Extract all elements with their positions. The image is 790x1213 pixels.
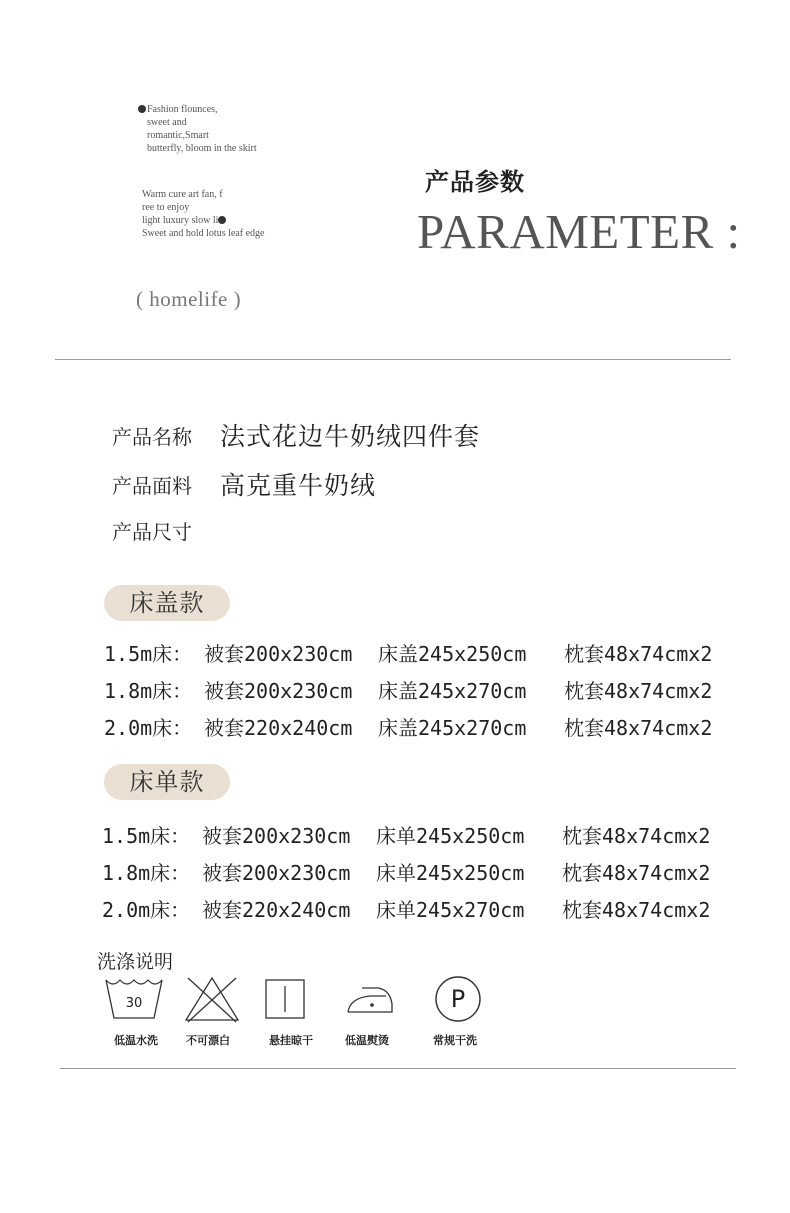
poem-line: light luxury slow li [142,215,219,226]
sheet-size: 床单245x250cm [376,824,525,848]
poem-line: ree to enjoy [142,202,190,213]
size-row [102,822,742,850]
pro-letter: P [450,985,466,1013]
bullet-dot-icon [218,216,226,224]
wash-tub-icon [104,974,164,1024]
wash-label: 悬挂晾干 [269,1034,313,1047]
duvet-size: 被套220x240cm [204,716,353,740]
bed-size: 1.5m床： [102,824,191,848]
poem-line: Fashion flounces, [147,104,218,115]
product-name-value: 法式花边牛奶绒四件套 [220,422,481,451]
sheet-size: 床盖245x270cm [378,679,527,703]
pillow-size: 枕套48x74cmx2 [562,861,711,885]
duvet-size: 被套200x230cm [202,861,351,885]
product-size-label: 产品尺寸 [112,520,192,544]
wash-label: 低温熨烫 [345,1034,389,1047]
poem-line: Sweet and hold lotus leaf edge [142,228,265,239]
intro-poem-1 [138,103,257,155]
intro-poem-2 [142,188,264,240]
duvet-size: 被套220x240cm [202,898,351,922]
pillow-size: 枕套48x74cmx2 [562,898,711,922]
hang-dry-icon [255,974,315,1024]
bedsheet-style-badge: 床单款 [104,764,230,800]
bullet-dot-icon [138,105,146,113]
bedcover-style-badge: 床盖款 [104,585,230,621]
sheet-size: 床单245x250cm [376,861,525,885]
product-fabric-value: 高克重牛奶绒 [220,471,377,500]
divider-bottom [60,1068,736,1069]
size-row [102,859,742,887]
iron-icon [340,974,400,1024]
pillow-size: 枕套48x74cmx2 [562,824,711,848]
size-row [104,677,744,705]
size-row [102,896,742,924]
bed-size: 2.0m床： [102,898,191,922]
product-name-label: 产品名称 [112,425,192,449]
size-row [104,714,744,742]
bed-size: 1.8m床： [102,861,191,885]
duvet-size: 被套200x230cm [202,824,351,848]
poem-line: romantic,Smart [147,130,209,141]
sheet-size: 床盖245x270cm [378,716,527,740]
poem-line: Warm cure art fan, f [142,189,223,200]
poem-line: sweet and [147,117,187,128]
sheet-size: 床盖245x250cm [378,642,527,666]
wash-label: 常规干洗 [433,1034,477,1047]
size-row [104,640,744,668]
divider-top [55,359,731,360]
page-title-en: PARAMETER : [417,204,741,259]
bed-size: 1.5m床： [104,642,193,666]
duvet-size: 被套200x230cm [204,642,353,666]
poem-line: butterfly, bloom in the skirt [147,143,257,154]
professional-clean-icon [428,974,488,1024]
bed-size: 1.8m床： [104,679,193,703]
no-bleach-icon [182,974,242,1024]
pillow-size: 枕套48x74cmx2 [564,716,713,740]
duvet-size: 被套200x230cm [204,679,353,703]
bed-size: 2.0m床： [104,716,193,740]
sheet-size: 床单245x270cm [376,898,525,922]
homelife-tag: ( homelife ) [136,287,242,311]
wash-title: 洗涤说明 [97,951,174,973]
pillow-size: 枕套48x74cmx2 [564,679,713,703]
wash-temp: 30 [125,996,143,1011]
pillow-size: 枕套48x74cmx2 [564,642,713,666]
product-fabric-label: 产品面料 [112,474,192,498]
wash-label: 低温水洗 [114,1034,158,1047]
wash-label: 不可漂白 [186,1034,230,1047]
page-title-cn: 产品参数 [425,168,525,196]
